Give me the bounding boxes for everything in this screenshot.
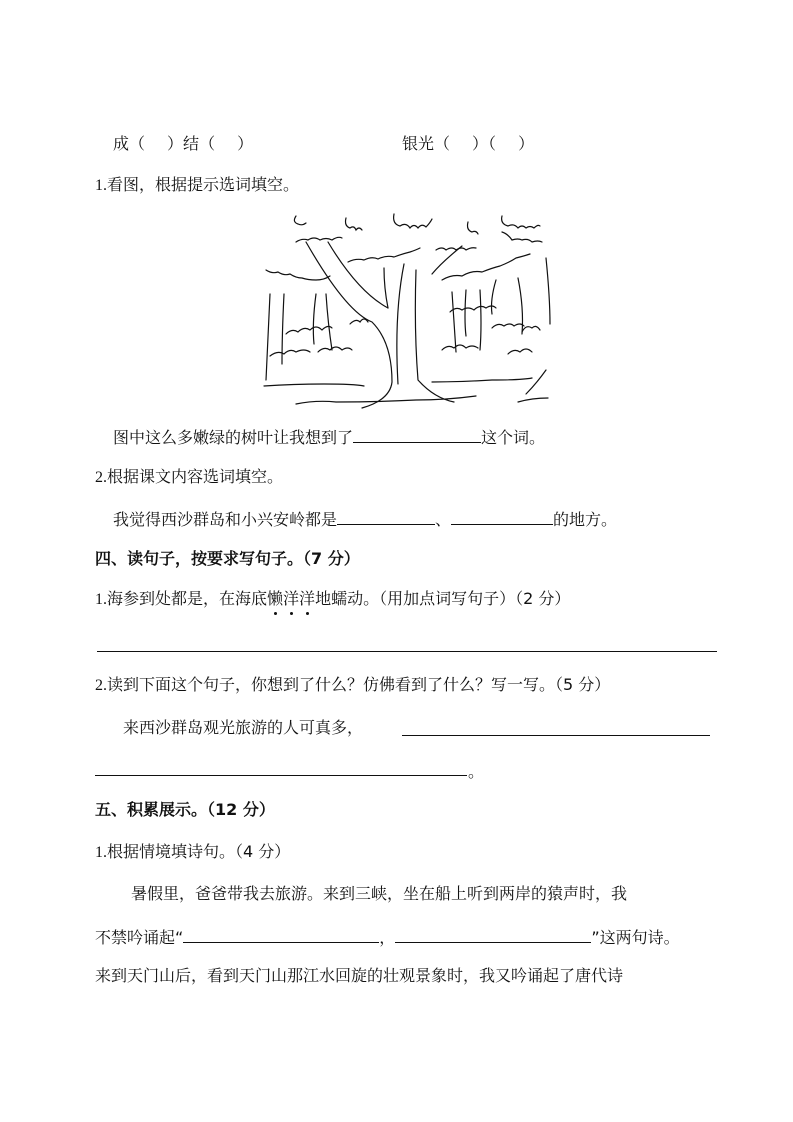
section-4-question-2-sentence: 来西沙群岛观光旅游的人可真多， [123,718,364,737]
question-1-prompt: 1.看图，根据提示选词填空。 [95,175,300,194]
word-char-2: 结 [183,134,200,153]
question-2-sentence: 我觉得西沙群岛和小兴安岭都是 、 的地方。 [113,510,618,529]
emphasis-char: 洋 [299,589,316,608]
emphasis-char: 洋 [283,589,300,608]
paragraph-line-1: 暑假里，爸爸带我去旅游。来到三峡，坐在船上听到两岸的猿声时，我 [131,884,628,903]
section-5-question-1: 1.根据情境填诗句。（4 分） [95,842,291,861]
question-1-sentence: 图中这么多嫩绿的树叶让我想到了 这个词。 [113,428,546,447]
word-fill-row: 成（ ）结（ ） [113,134,254,153]
poem-blank-1[interactable] [183,926,379,943]
word-char-1: 成 [113,134,130,153]
answer-blank-q2-a[interactable] [337,508,435,525]
answer-blank-q2-b[interactable] [451,508,553,525]
emphasis-char: 懒 [267,589,284,608]
forest-tree-illustration [256,208,564,412]
sentence-end-period: 。 [468,762,485,781]
paragraph-line-3: 来到天门山后，看到天门山那江水回旋的壮观景象时，我又吟诵起了唐代诗 [95,966,624,985]
word-3: 银光 [402,134,435,153]
answer-line-s4-q1[interactable] [97,651,717,652]
section-5-heading: 五、积累展示。（12 分） [95,800,275,819]
answer-line-s4-q2-b[interactable] [95,775,467,776]
question-2-prompt: 2.根据课文内容选词填空。 [95,467,284,486]
section-4-question-2: 2.读到下面这个句子，你想到了什么？仿佛看到了什么？写一写。（5 分） [95,675,611,694]
poem-blank-2[interactable] [395,926,591,943]
word-fill-row-right: 银光（ ）（ ） [402,134,535,153]
answer-line-s4-q2-a[interactable] [402,735,710,736]
section-4-heading: 四、读句子，按要求写句子。（7 分） [95,549,360,568]
answer-blank-q1[interactable] [353,426,481,443]
paragraph-line-2: 不禁吟诵起“ ， ”这两句诗。 [95,928,680,947]
section-4-question-1: 1.海参到处都是，在海底懒洋洋地蠕动。（用加点词写句子）（2 分） [95,589,571,608]
